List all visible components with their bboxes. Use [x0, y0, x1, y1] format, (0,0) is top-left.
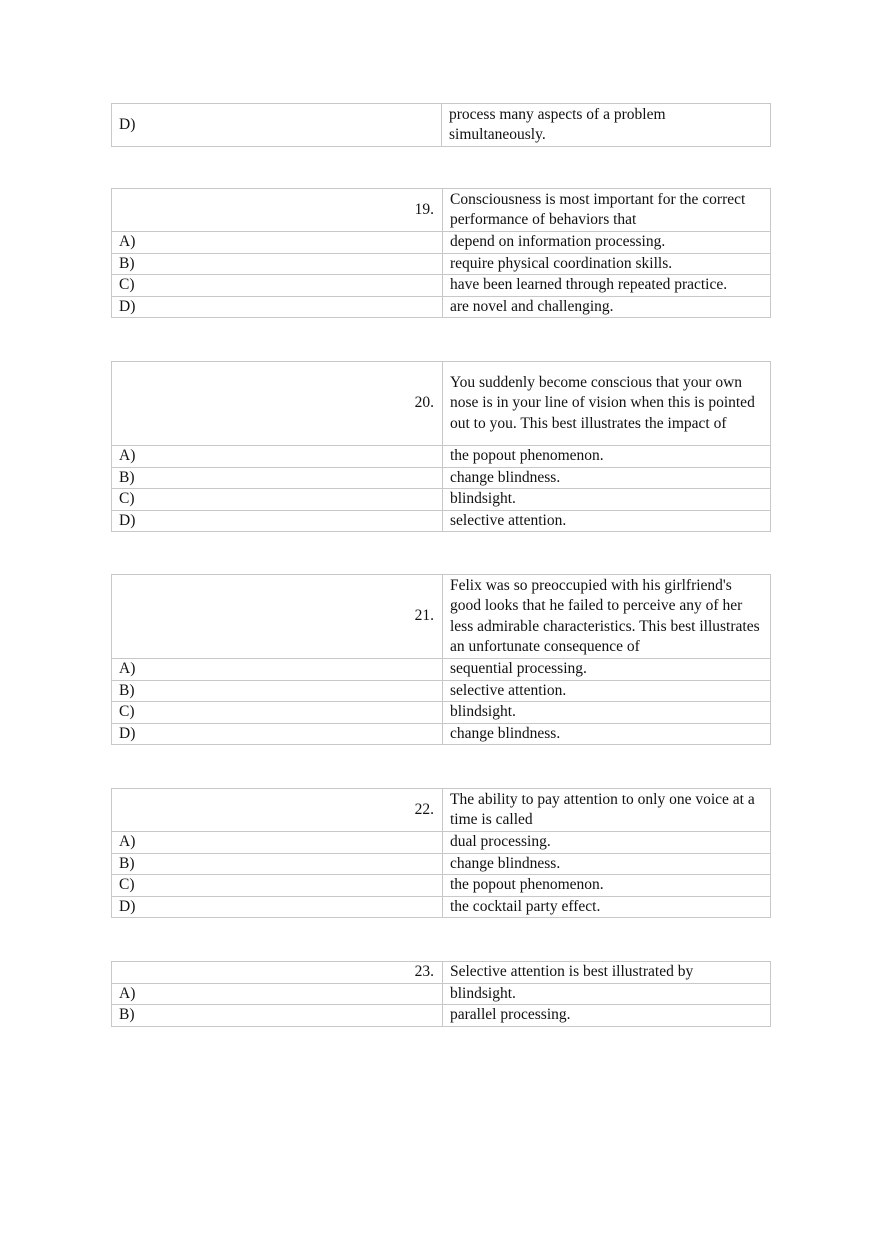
option-text: require physical coordination skills.	[443, 253, 771, 275]
option-label: D)	[112, 896, 443, 918]
option-row	[112, 853, 771, 875]
question-text: Selective attention is best illustrated by	[443, 962, 771, 984]
option-label: B)	[112, 467, 443, 489]
option-text: change blindness.	[443, 467, 771, 489]
question-text: Felix was so preoccupied with his girlfriend's good looks that he failed to perceive any of her less admirable characteristics. This best illustrates an unfortunate consequence of	[443, 575, 771, 659]
question-number: 23.	[112, 962, 443, 984]
option-row	[112, 723, 771, 745]
question-number: 22.	[112, 789, 443, 832]
option-label: A)	[112, 446, 443, 468]
option-row	[112, 275, 771, 297]
question-row	[112, 362, 771, 446]
option-label: D)	[112, 510, 443, 532]
option-row	[112, 832, 771, 854]
question-row	[112, 189, 771, 232]
option-row	[112, 510, 771, 532]
option-text: parallel processing.	[443, 1005, 771, 1027]
question-19-table	[111, 188, 771, 318]
option-text: change blindness.	[443, 723, 771, 745]
option-row	[112, 659, 771, 681]
option-label: A)	[112, 983, 443, 1005]
partial-question-table	[111, 103, 771, 147]
option-label: C)	[112, 275, 443, 297]
option-label: B)	[112, 253, 443, 275]
option-text: blindsight.	[443, 489, 771, 511]
question-text: Consciousness is most important for the correct performance of behaviors that	[443, 189, 771, 232]
option-text: have been learned through repeated practice.	[443, 275, 771, 297]
option-label: B)	[112, 853, 443, 875]
option-label: D)	[112, 296, 443, 318]
option-row	[112, 702, 771, 724]
option-label: B)	[112, 1005, 443, 1027]
option-text: are novel and challenging.	[443, 296, 771, 318]
question-21-table	[111, 574, 771, 745]
option-row	[112, 983, 771, 1005]
option-text: selective attention.	[443, 510, 771, 532]
option-label: D)	[112, 723, 443, 745]
option-text: sequential processing.	[443, 659, 771, 681]
option-row	[112, 253, 771, 275]
question-number: 20.	[112, 362, 443, 446]
option-text: blindsight.	[443, 702, 771, 724]
question-text: You suddenly become conscious that your own nose is in your line of vision when this is pointed out to you. This best illustrates the impact of	[443, 362, 771, 446]
option-row	[112, 875, 771, 897]
question-row	[112, 962, 771, 984]
option-row	[112, 489, 771, 511]
option-row	[112, 104, 771, 147]
question-row	[112, 789, 771, 832]
option-label: C)	[112, 702, 443, 724]
option-text: process many aspects of a problem simultaneously.	[442, 104, 771, 147]
option-label: A)	[112, 232, 443, 254]
question-number: 21.	[112, 575, 443, 659]
option-text: depend on information processing.	[443, 232, 771, 254]
option-row	[112, 680, 771, 702]
option-text: selective attention.	[443, 680, 771, 702]
option-row	[112, 896, 771, 918]
option-label: D)	[112, 104, 442, 147]
option-row	[112, 232, 771, 254]
option-text: dual processing.	[443, 832, 771, 854]
option-text: blindsight.	[443, 983, 771, 1005]
option-label: C)	[112, 489, 443, 511]
question-number: 19.	[112, 189, 443, 232]
question-22-table	[111, 788, 771, 918]
option-label: A)	[112, 659, 443, 681]
option-row	[112, 1005, 771, 1027]
option-row	[112, 446, 771, 468]
option-text: the popout phenomenon.	[443, 446, 771, 468]
question-text: The ability to pay attention to only one voice at a time is called	[443, 789, 771, 832]
question-20-table	[111, 361, 771, 532]
option-row	[112, 467, 771, 489]
option-text: the cocktail party effect.	[443, 896, 771, 918]
option-row	[112, 296, 771, 318]
question-23-table	[111, 961, 771, 1027]
option-text: change blindness.	[443, 853, 771, 875]
option-label: C)	[112, 875, 443, 897]
option-label: A)	[112, 832, 443, 854]
option-text: the popout phenomenon.	[443, 875, 771, 897]
option-label: B)	[112, 680, 443, 702]
question-row	[112, 575, 771, 659]
